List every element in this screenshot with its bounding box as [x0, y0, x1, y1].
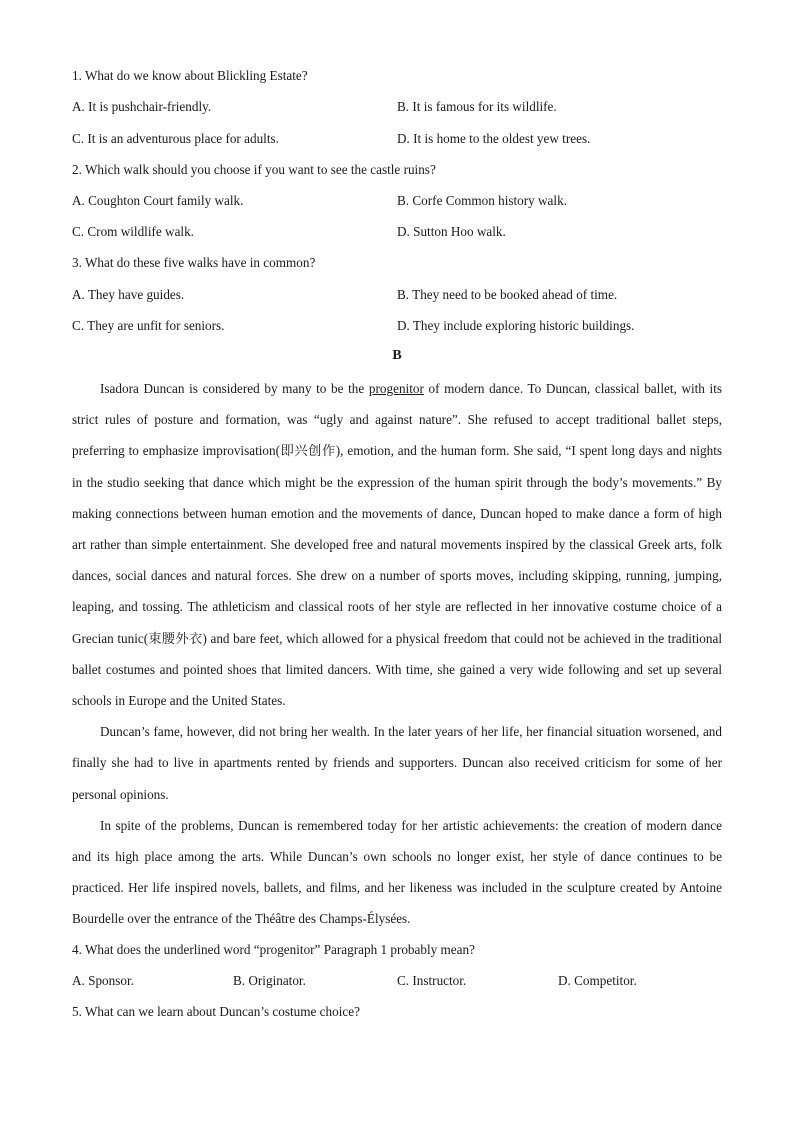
- question-2-option-b: B. Corfe Common history walk.: [397, 193, 567, 208]
- question-3-option-a: A. They have guides.: [72, 287, 185, 302]
- underlined-word: progenitor: [368, 381, 424, 396]
- question-1-option-a: A. It is pushchair-friendly.: [72, 99, 212, 114]
- question-1-option-c: C. It is an adventurous place for adults.: [72, 131, 279, 146]
- question-1-stem: 1. What do we know about Blickling Estate?: [72, 68, 308, 83]
- question-4-option-b: B. Originator.: [233, 973, 306, 988]
- question-1-option-d: D. It is home to the oldest yew trees.: [397, 131, 591, 146]
- passage: [72, 373, 722, 935]
- question-4-stem: 4. What does the underlined word “progenitor” Paragraph 1 probably mean?: [72, 942, 475, 957]
- question-2-option-a: A. Coughton Court family walk.: [72, 193, 244, 208]
- question-4-option-a: A. Sponsor.: [72, 973, 134, 988]
- question-3-option-b: B. They need to be booked ahead of time.: [397, 287, 618, 302]
- question-4-option-c: C. Instructor.: [397, 973, 467, 988]
- question-4-option-d: D. Competitor.: [558, 973, 637, 988]
- question-3-stem: 3. What do these five walks have in common?: [72, 255, 316, 270]
- question-3-option-c: C. They are unfit for seniors.: [72, 318, 225, 333]
- paragraph-2: Duncan’s fame, however, did not bring her wealth. In the later years of her life, her financial situation worsened, and finally she had to live in apartments rented by friends and supporters. Duncan also received criticism for some of her personal opinions.: [72, 724, 722, 802]
- paragraph-1: [72, 373, 722, 716]
- question-2-option-c: C. Crom wildlife walk.: [72, 224, 194, 239]
- question-5-stem: 5. What can we learn about Duncan’s costume choice?: [72, 1004, 360, 1019]
- question-1-option-b: B. It is famous for its wildlife.: [397, 99, 557, 114]
- question-2-option-d: D. Sutton Hoo walk.: [397, 224, 506, 239]
- question-2-stem: 2. Which walk should you choose if you want to see the castle ruins?: [72, 162, 436, 177]
- question-3-option-d: D. They include exploring historic buildings.: [397, 318, 635, 333]
- paragraph-1-start: Isadora Duncan is considered by many to be the: [100, 381, 369, 396]
- section-b-heading: B: [392, 348, 402, 363]
- paragraph-1-rest: of modern dance. To Duncan, classical ballet, with its strict rules of posture and formation, was “ugly and against nature”. She refused to accept traditional ballet steps, preferring to emphasize improvisation(即兴创作), emotion, and the human form. She said, “I spent long days and nights in the studio seeking that dance which might be the expression of the human spirit through the body’s movements.” By making connections between human emotion and the movements of dance, Duncan hoped to make dance a form of high art rather than simple entertainment. She developed free and natural movements inspired by the classical Greek arts, folk dances, social dances and natural forces. She drew on a number of sports moves, including skipping, running, jumping, leaping, and tossing. The athleticism and classical roots of her style are reflected in her innovative costume choice of a Grecian tunic(束腰外衣) and bare feet, which allowed for a physical freedom that could not be achieved in the traditional ballet costumes and pointed shoes that limited dancers. With time, she gained a very wide following and set up several schools in Europe and the United States.: [72, 381, 722, 709]
- paragraph-3: In spite of the problems, Duncan is remembered today for her artistic achievements: the creation of modern dance and its high place among the arts. While Duncan’s own schools no longer exist, her style of dance continues to be practiced. Her life inspired novels, ballets, and films, and her likeness was included in the sculpture created by Antoine Bourdelle over the entrance of the Théâtre des Champs-Élysées.: [72, 817, 722, 927]
